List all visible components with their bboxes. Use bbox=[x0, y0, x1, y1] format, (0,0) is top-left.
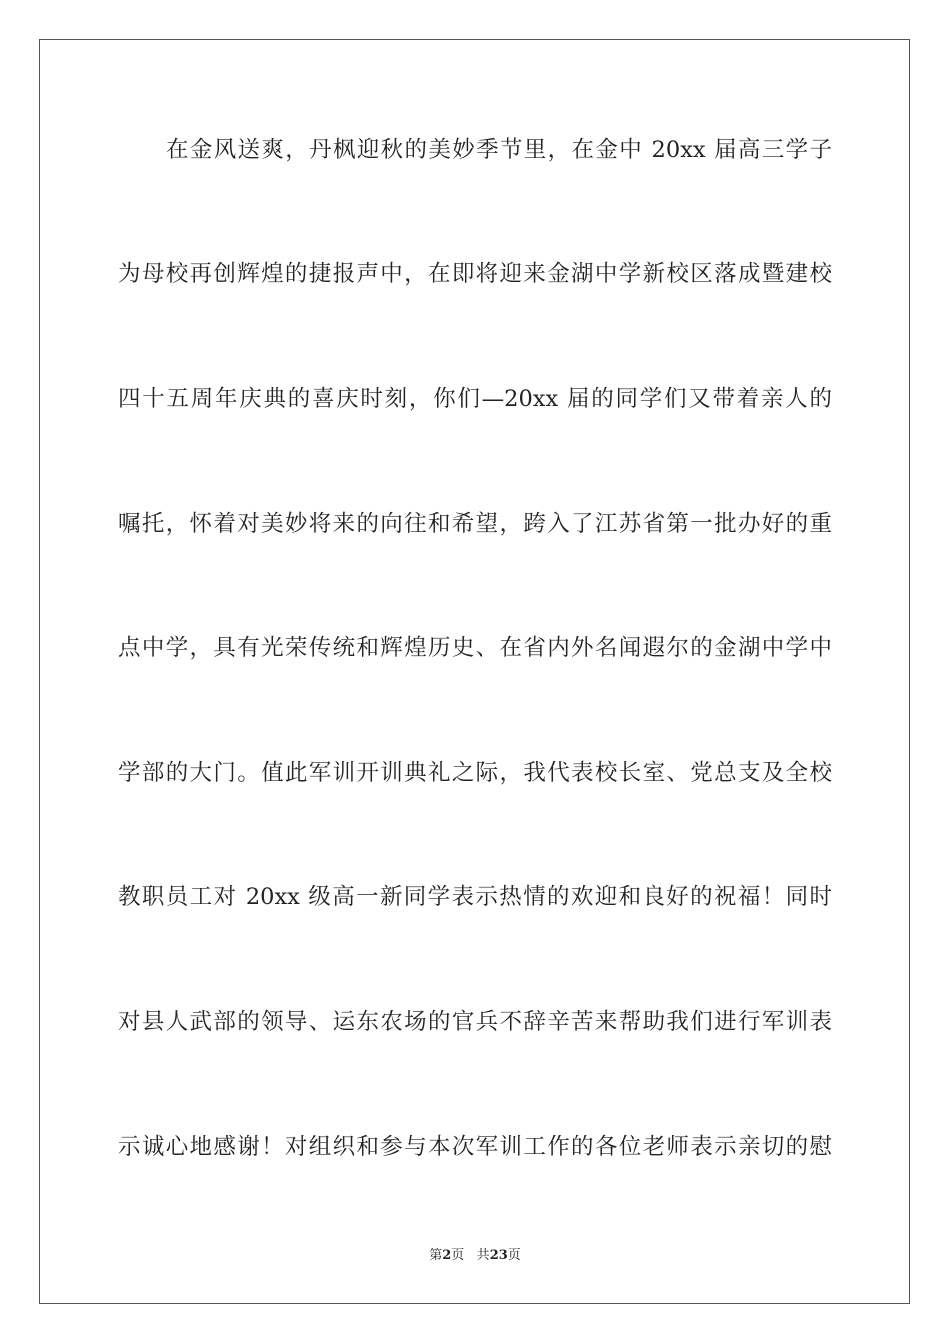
paragraph-line-8: 对县人武部的领导、运东农场的官兵不辞辛苦来帮助我们进行军训表 bbox=[118, 1009, 832, 1035]
total-prefix: 共 bbox=[476, 1248, 490, 1263]
total-pages: 23 bbox=[489, 1248, 508, 1263]
paragraph-line-6: 学部的大门。值此军训开训典礼之际，我代表校长室、党总支及全校 bbox=[118, 760, 832, 786]
paragraph-line-4: 嘱托，怀着对美妙将来的向往和希望，跨入了江苏省第一批办好的重 bbox=[118, 511, 832, 537]
paragraph-line-5: 点中学，具有光荣传统和辉煌历史、在省内外名闻遐尔的金湖中学中 bbox=[118, 635, 832, 661]
paragraph-line-2: 为母校再创辉煌的捷报声中，在即将迎来金湖中学新校区落成暨建校 bbox=[118, 261, 832, 287]
paragraph-line-3: 四十五周年庆典的喜庆时刻，你们—20xx 届的同学们又带着亲人的 bbox=[118, 386, 832, 412]
page-number: 2 bbox=[442, 1248, 452, 1263]
page-footer bbox=[0, 1247, 950, 1265]
paragraph-line-7: 教职员工对 20xx 级高一新同学表示热情的欢迎和良好的祝福！同时 bbox=[118, 884, 832, 910]
page-border bbox=[39, 39, 910, 1304]
paragraph-line-9: 示诚心地感谢！对组织和参与本次军训工作的各位老师表示亲切的慰 bbox=[118, 1134, 832, 1160]
page-suffix: 页 bbox=[451, 1248, 465, 1263]
page-prefix: 第 bbox=[429, 1248, 443, 1263]
total-suffix: 页 bbox=[507, 1248, 521, 1263]
paragraph-line-1: 在金风送爽，丹枫迎秋的美妙季节里，在金中 20xx 届高三学子 bbox=[166, 137, 832, 163]
